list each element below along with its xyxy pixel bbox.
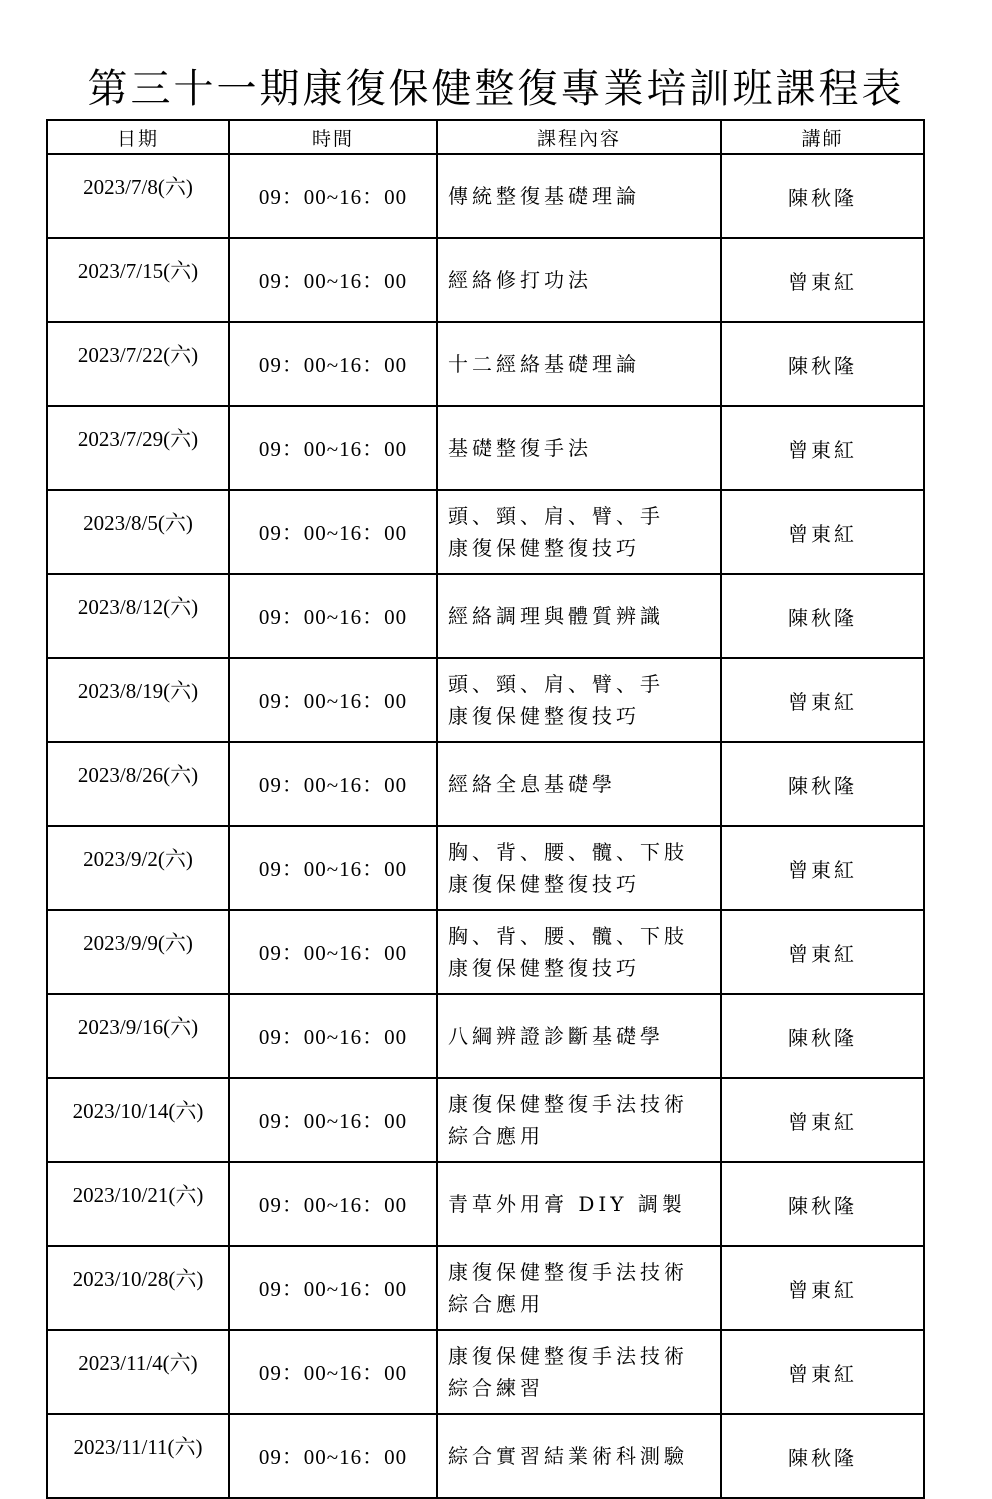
course-line: 康復保健整復手法技術 [448,1260,688,1284]
cell-course [437,490,721,574]
table-row [47,910,924,994]
cell-time: 09：00~16：00 [229,238,437,322]
cell-course [437,322,721,406]
course-line: 綜合練習 [448,1376,544,1400]
course-line: 康復保健整復手法技術 [448,1344,688,1368]
course-line: 頭、頸、肩、臂、手 [448,672,664,696]
cell-teacher: 曾東紅 [721,238,924,322]
course-line: 胸、背、腰、髖、下肢 [448,924,688,948]
course-line: 傳統整復基礎理論 [448,184,640,208]
cell-teacher: 陳秋隆 [721,1162,924,1246]
table-body [47,154,924,1498]
table-row [47,1078,924,1162]
cell-date: 2023/9/9(六) [47,910,229,994]
cell-time: 09：00~16：00 [229,1162,437,1246]
course-line: 經絡全息基礎學 [448,772,616,796]
course-line: 康復保健整復技巧 [448,956,640,980]
cell-time: 09：00~16：00 [229,1330,437,1414]
cell-time: 09：00~16：00 [229,1246,437,1330]
header-course: 課程內容 [437,120,721,154]
cell-course [437,1330,721,1414]
cell-date: 2023/10/28(六) [47,1246,229,1330]
cell-teacher: 陳秋隆 [721,742,924,826]
cell-time: 09：00~16：00 [229,994,437,1078]
table-row [47,742,924,826]
cell-date: 2023/9/2(六) [47,826,229,910]
cell-date: 2023/9/16(六) [47,994,229,1078]
cell-course [437,826,721,910]
header-date: 日期 [47,120,229,154]
header-time: 時間 [229,120,437,154]
cell-teacher: 曾東紅 [721,406,924,490]
cell-teacher: 曾東紅 [721,910,924,994]
table-row [47,322,924,406]
cell-teacher: 陳秋隆 [721,1414,924,1498]
cell-time: 09：00~16：00 [229,910,437,994]
course-line: 康復保健整復技巧 [448,872,640,896]
cell-time: 09：00~16：00 [229,1414,437,1498]
cell-date: 2023/8/5(六) [47,490,229,574]
page-title: 第三十一期康復保健整復專業培訓班課程表 [87,66,905,112]
table-row [47,238,924,322]
course-line: 頭、頸、肩、臂、手 [448,504,664,528]
cell-date: 2023/8/26(六) [47,742,229,826]
table-row [47,1246,924,1330]
cell-course [437,910,721,994]
course-line: 胸、背、腰、髖、下肢 [448,840,688,864]
table-row [47,406,924,490]
course-schedule-table [46,119,925,1499]
cell-time: 09：00~16：00 [229,742,437,826]
cell-course [437,994,721,1078]
cell-teacher: 陳秋隆 [721,994,924,1078]
cell-teacher: 曾東紅 [721,658,924,742]
cell-course [437,742,721,826]
cell-course [437,1246,721,1330]
cell-teacher: 曾東紅 [721,1078,924,1162]
course-line: 青草外用膏 DIY 調製 [448,1192,686,1216]
table-row [47,1330,924,1414]
table-row [47,490,924,574]
cell-date: 2023/11/11(六) [47,1414,229,1498]
cell-date: 2023/8/19(六) [47,658,229,742]
cell-teacher: 曾東紅 [721,1330,924,1414]
cell-time: 09：00~16：00 [229,574,437,658]
course-line: 基礎整復手法 [448,436,592,460]
cell-course [437,1162,721,1246]
table-row [47,1414,924,1498]
cell-date: 2023/7/29(六) [47,406,229,490]
cell-teacher: 曾東紅 [721,1246,924,1330]
course-line: 經絡修打功法 [448,268,592,292]
course-line: 經絡調理與體質辨識 [448,604,664,628]
cell-teacher: 曾東紅 [721,826,924,910]
cell-course [437,574,721,658]
table-row [47,574,924,658]
cell-teacher: 陳秋隆 [721,322,924,406]
cell-teacher: 曾東紅 [721,490,924,574]
course-line: 綜合應用 [448,1124,544,1148]
cell-course [437,1414,721,1498]
cell-time: 09：00~16：00 [229,490,437,574]
course-line: 康復保健整復技巧 [448,704,640,728]
cell-course [437,658,721,742]
cell-date: 2023/7/15(六) [47,238,229,322]
cell-time: 09：00~16：00 [229,1078,437,1162]
course-line: 綜合應用 [448,1292,544,1316]
course-line: 十二經絡基礎理論 [448,352,640,376]
table-row [47,994,924,1078]
course-line: 綜合實習結業術科測驗 [448,1444,688,1468]
course-line: 八綱辨證診斷基礎學 [448,1024,664,1048]
cell-date: 2023/11/4(六) [47,1330,229,1414]
course-line: 康復保健整復手法技術 [448,1092,688,1116]
cell-date: 2023/10/14(六) [47,1078,229,1162]
cell-course [437,154,721,238]
cell-teacher: 陳秋隆 [721,574,924,658]
cell-course [437,238,721,322]
table-row [47,826,924,910]
cell-date: 2023/7/22(六) [47,322,229,406]
cell-time: 09：00~16：00 [229,154,437,238]
cell-time: 09：00~16：00 [229,406,437,490]
cell-time: 09：00~16：00 [229,322,437,406]
table-header-row [47,120,924,154]
cell-time: 09：00~16：00 [229,826,437,910]
cell-course [437,406,721,490]
cell-teacher: 陳秋隆 [721,154,924,238]
table-row [47,154,924,238]
table-row [47,658,924,742]
cell-date: 2023/8/12(六) [47,574,229,658]
cell-course [437,1078,721,1162]
header-teacher: 講師 [721,120,924,154]
cell-date: 2023/10/21(六) [47,1162,229,1246]
course-line: 康復保健整復技巧 [448,536,640,560]
cell-date: 2023/7/8(六) [47,154,229,238]
cell-time: 09：00~16：00 [229,658,437,742]
table-row [47,1162,924,1246]
